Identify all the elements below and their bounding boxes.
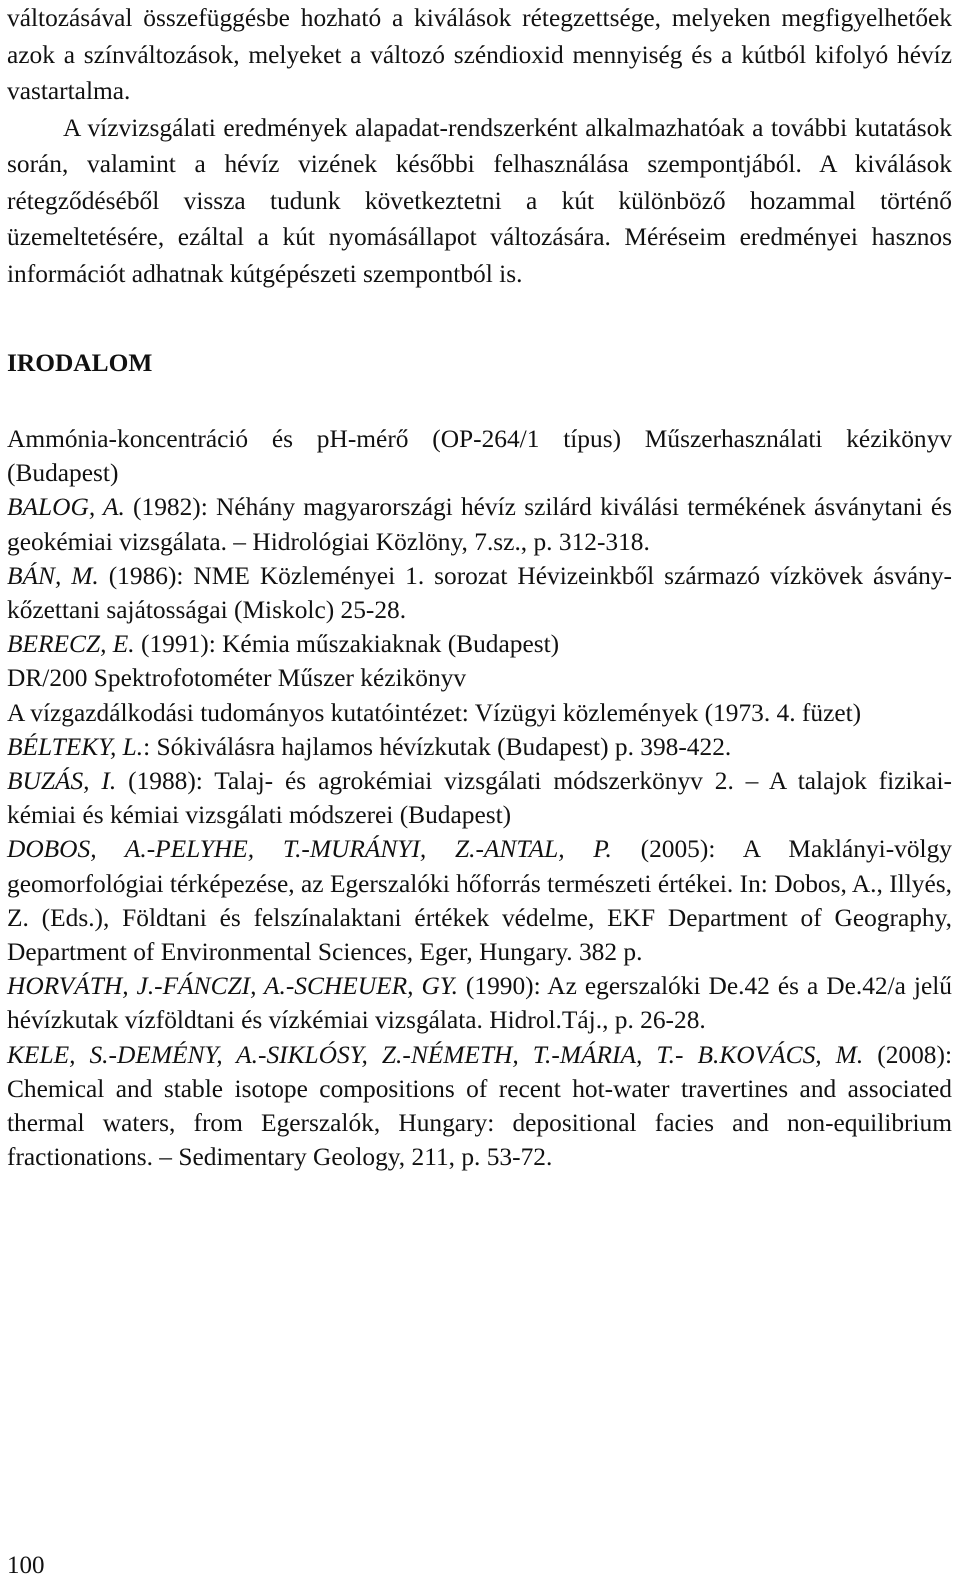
reference-text: Ammónia-koncentráció és pH-mérő (OP-264/1 típus) Műszerhasználati kézikönyv (Budapest) — [7, 425, 952, 488]
reference-text: (1986): NME Közleményei 1. sorozat Hévizeinkből származó vízkövek ásvány-kőzettani sajátosságai (Miskolc) 25-28. — [7, 561, 952, 625]
reference-author: KELE, S.-DEMÉNY, A.-SIKLÓSY, Z.-NÉMETH, T.-MÁRIA, T.- B.KOVÁCS, M. — [7, 1040, 864, 1069]
reference-text: (2005): A Maklányi-völgy geomorfológiai térképezése, az Egerszalóki hőforrás természeti értékei. In: Dobos, A., Illyés, Z. (Eds.), Földtani és felszínalaktani értékek védelme, EKF Department of Geography, Department of Environmental Sciences, Eger, Hungary. 382 p. — [7, 835, 952, 967]
reference-text: (1990): Az egerszalóki De.42 és a De.42/a jelű hévízkutak vízföldtani és vízkémiai vizsgálata. Hidrol.Táj., p. 26-28. — [7, 972, 952, 1035]
reference-text: (1991): Kémia műszakiaknak (Budapest) — [134, 630, 560, 659]
page-number: 100 — [7, 1552, 45, 1579]
reference-item — [7, 764, 952, 832]
reference-author: BERECZ, E. — [7, 630, 135, 659]
reference-item — [7, 832, 952, 969]
reference-author: DOBOS, A.-PELYHE, T.-MURÁNYI, Z.-ANTAL, P. — [7, 835, 612, 864]
reference-author: BÉLTEKY, L. — [7, 732, 144, 761]
reference-list — [7, 422, 952, 1174]
reference-text: (1982): Néhány magyarországi hévíz szilárd kiválási termékének ásványtani és geokémiai vizsgálata. – Hidrológiai Közlöny, 7.sz., p. 312-318. — [7, 493, 952, 556]
reference-author: HORVÁTH, J.-FÁNCZI, A.-SCHEUER, GY. — [7, 972, 458, 1001]
body-paragraph: A vízvizsgálati eredmények alapadat-rendszerként alkalmazhatóak a további kutatások során, valamint a hévíz vizének későbbi felhasználása szempontjából. A kiválások rétegződéséből vissza tudunk következtetni a kút különböző hozammal történő üzemeltetésére, ezáltal a kút nyomásállapot változására. Méréseim eredményei hasznos információt adhatnak kútgépészeti szempontból is. — [7, 113, 952, 288]
reference-item — [7, 627, 952, 661]
section-heading: IRODALOM — [7, 349, 153, 377]
reference-text: A vízgazdálkodási tudományos kutatóintézet: Vízügyi közlemények (1973. 4. füzet) — [7, 698, 862, 727]
reference-item — [7, 559, 952, 627]
reference-item — [7, 696, 952, 730]
body-paragraph-continued: változásával összefüggésbe hozható a kiválások rétegzettsége, melyeken megfigyelhetőek azok a színváltozások, melyeket a változó széndioxid mennyiség és a kútból kifolyó hévíz vastartalma. — [7, 4, 952, 105]
reference-text: : Sókiválásra hajlamos hévízkutak (Budapest) p. 398-422. — [143, 732, 732, 761]
reference-item — [7, 969, 952, 1037]
reference-item — [7, 422, 952, 490]
reference-author: BALOG, A. — [7, 493, 125, 522]
reference-author: BUZÁS, I. — [7, 767, 117, 796]
reference-text: DR/200 Spektrofotométer Műszer kézikönyv — [7, 664, 467, 693]
reference-text: (1988): Talaj- és agrokémiai vizsgálati módszerkönyv 2. – A talajok fizikai-kémiai és kémiai vizsgálati módszerei (Budapest) — [7, 767, 952, 830]
reference-item — [7, 1038, 952, 1175]
document-page — [7, 0, 952, 1172]
reference-item — [7, 661, 952, 695]
reference-item — [7, 730, 952, 764]
reference-text: (2008): Chemical and stable isotope compositions of recent hot-water travertines and associated thermal waters, from Egerszalók, Hungary: depositional facies and non-equilibrium fractionations. – Sedimentary Geology, 211, p. 53-72. — [7, 1040, 952, 1172]
reference-author: BÁN, M. — [7, 561, 99, 590]
reference-item — [7, 490, 952, 558]
